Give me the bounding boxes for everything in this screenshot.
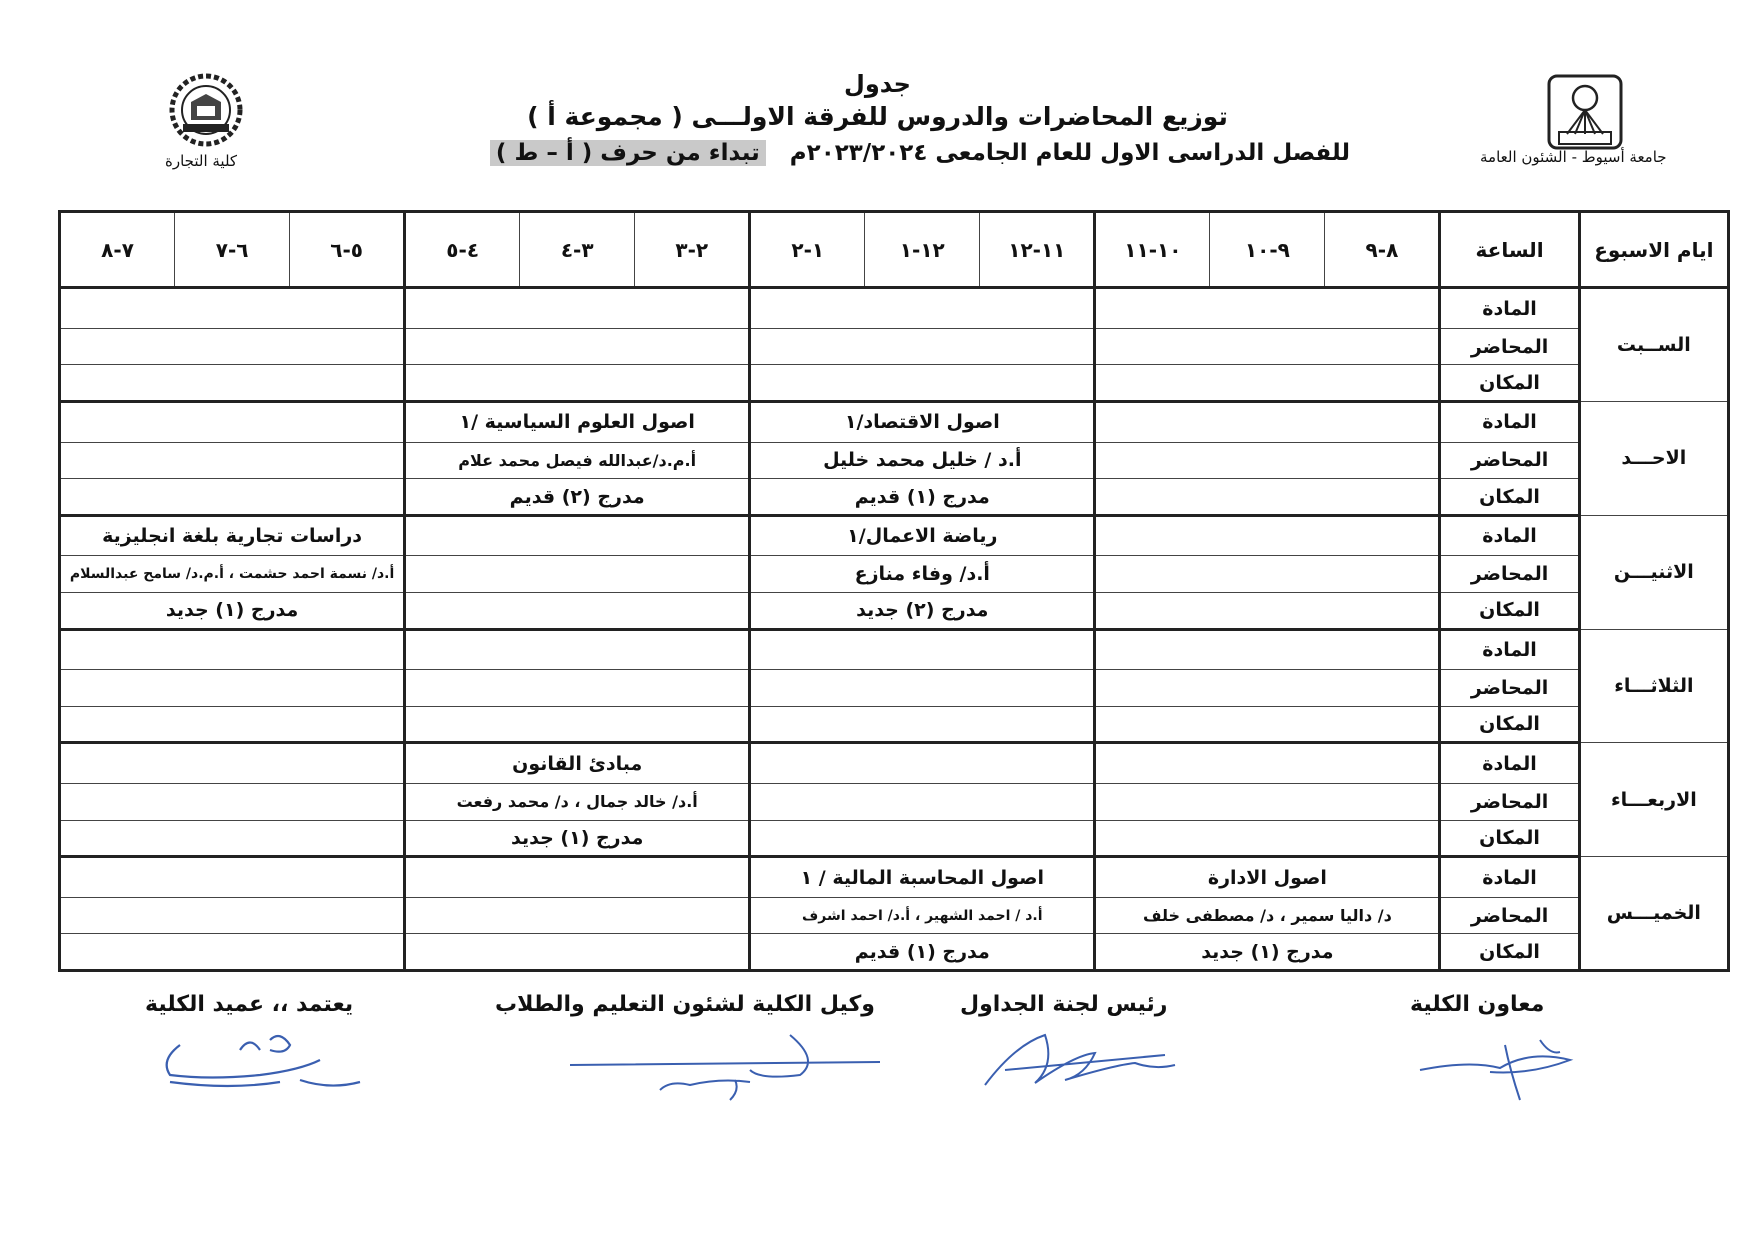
slot-subject: اصول الاقتصاد/١ — [750, 402, 1095, 443]
slot-lecturer — [405, 897, 750, 934]
time-slot: ٩-١٠ — [1210, 212, 1325, 288]
slot-subject — [1095, 515, 1440, 556]
slot-lecturer — [405, 670, 750, 707]
slot-subject — [60, 857, 405, 898]
row-label-lecturer: المحاضر — [1440, 670, 1579, 707]
slot-place — [60, 479, 405, 516]
row-label-subject: المادة — [1440, 743, 1579, 784]
day-row-subject — [60, 515, 1729, 556]
row-label-place: المكان — [1440, 706, 1579, 743]
vice-dean-signature-label: وكيل الكلية لشئون التعليم والطلاب — [495, 992, 875, 1017]
slot-lecturer — [405, 556, 750, 593]
day-row-place — [60, 820, 1729, 857]
slot-subject — [1095, 402, 1440, 443]
letters-range-highlight: تبداء من حرف ( أ – ط ) — [490, 140, 766, 166]
slot-subject — [1095, 629, 1440, 670]
slot-place — [1095, 479, 1440, 516]
day-row-place — [60, 706, 1729, 743]
row-label-subject: المادة — [1440, 515, 1579, 556]
slot-lecturer — [750, 328, 1095, 365]
day-row-subject — [60, 743, 1729, 784]
slot-lecturer — [1095, 784, 1440, 821]
day-name: الخميـــس — [1579, 857, 1728, 971]
slot-place — [1095, 593, 1440, 630]
slot-place — [405, 365, 750, 402]
slot-lecturer — [60, 784, 405, 821]
slot-subject — [405, 288, 750, 329]
day-name: الاربعـــاء — [1579, 743, 1728, 857]
hour-header: الساعة — [1440, 212, 1579, 288]
day-row-subject — [60, 629, 1729, 670]
slot-place: مدرج (١) جديد — [60, 593, 405, 630]
slot-lecturer — [1095, 556, 1440, 593]
slot-lecturer — [1095, 670, 1440, 707]
time-slot: ١٢-١ — [865, 212, 980, 288]
row-label-place: المكان — [1440, 593, 1579, 630]
time-slot: ١٠-١١ — [1095, 212, 1210, 288]
doc-subtitle: توزيع المحاضرات والدروس للفرقة الاولـــى ( مجموعة أ ) — [527, 102, 1228, 131]
row-label-lecturer: المحاضر — [1440, 556, 1579, 593]
day-name: الاثنيـــن — [1579, 515, 1728, 629]
day-row-lecturer — [60, 784, 1729, 821]
faculty-caption: كلية التجارة — [165, 152, 238, 170]
time-slot: ٧-٨ — [60, 212, 175, 288]
day-name: الثلاثـــاء — [1579, 629, 1728, 743]
day-rows — [60, 288, 1729, 971]
slot-lecturer: أ.د / خليل محمد خليل — [750, 442, 1095, 479]
slot-place — [750, 365, 1095, 402]
day-name: الاحـــد — [1579, 402, 1728, 516]
slot-place: مدرج (٢) جديد — [750, 593, 1095, 630]
slot-subject — [60, 402, 405, 443]
day-row-subject — [60, 402, 1729, 443]
slot-lecturer — [60, 328, 405, 365]
university-logo-icon — [1545, 72, 1625, 152]
schedule-table — [58, 210, 1730, 972]
slot-subject — [1095, 288, 1440, 329]
slot-place — [60, 934, 405, 971]
day-row-lecturer — [60, 670, 1729, 707]
slot-subject — [405, 629, 750, 670]
slot-lecturer: أ.د/ نسمة احمد حشمت ، أ.م.د/ سامح عبدالسلام — [60, 556, 405, 593]
row-label-lecturer: المحاضر — [1440, 442, 1579, 479]
slot-subject — [60, 629, 405, 670]
slot-lecturer — [60, 897, 405, 934]
slot-subject — [405, 857, 750, 898]
time-slot: ٣-٤ — [520, 212, 635, 288]
row-label-place: المكان — [1440, 820, 1579, 857]
header-row — [60, 212, 1729, 288]
doc-title: جدول — [844, 70, 911, 98]
day-row-lecturer — [60, 328, 1729, 365]
semester-text: للفصل الدراسى الاول للعام الجامعى ٢٠٢٣/٢٠٢٤م — [789, 140, 1350, 166]
row-label-lecturer: المحاضر — [1440, 784, 1579, 821]
slot-place — [1095, 706, 1440, 743]
slot-subject — [405, 515, 750, 556]
slot-subject: مبادئ القانون — [405, 743, 750, 784]
university-caption: جامعة أسيوط - الشئون العامة — [1480, 148, 1667, 166]
slot-lecturer: أ.د/ وفاء منازع — [750, 556, 1095, 593]
day-row-place — [60, 593, 1729, 630]
slot-lecturer: أ.د / احمد الشهير ، أ.د/ احمد اشرف — [750, 897, 1095, 934]
time-slot: ١-٢ — [750, 212, 865, 288]
slot-place: مدرج (١) قديم — [750, 479, 1095, 516]
slot-lecturer: أ.م.د/عبدالله فيصل محمد علام — [405, 442, 750, 479]
slot-subject: رياضة الاعمال/١ — [750, 515, 1095, 556]
slot-place — [1095, 365, 1440, 402]
vice-dean-signature-scribble — [560, 1030, 880, 1110]
slot-place — [750, 820, 1095, 857]
slot-subject — [750, 288, 1095, 329]
slot-place — [1095, 820, 1440, 857]
row-label-subject: المادة — [1440, 629, 1579, 670]
day-row-subject — [60, 857, 1729, 898]
row-label-subject: المادة — [1440, 288, 1579, 329]
slot-subject: اصول المحاسبة المالية / ١ — [750, 857, 1095, 898]
slot-lecturer — [750, 670, 1095, 707]
slot-place — [405, 593, 750, 630]
slot-place: مدرج (١) قديم — [750, 934, 1095, 971]
row-label-place: المكان — [1440, 479, 1579, 516]
committee-head-signature-scribble — [975, 1025, 1195, 1095]
slot-place: مدرج (٢) قديم — [405, 479, 750, 516]
slot-lecturer — [405, 328, 750, 365]
dean-signature-label: يعتمد ،، عميد الكلية — [145, 992, 354, 1017]
slot-lecturer — [60, 442, 405, 479]
day-row-place — [60, 479, 1729, 516]
slot-subject — [60, 743, 405, 784]
day-row-lecturer — [60, 442, 1729, 479]
slot-subject: اصول العلوم السياسية /١ — [405, 402, 750, 443]
slot-lecturer: د/ داليا سمير ، د/ مصطفى خلف — [1095, 897, 1440, 934]
assistant-signature-scribble — [1410, 1030, 1600, 1110]
slot-lecturer — [1095, 442, 1440, 479]
slot-place — [60, 706, 405, 743]
time-slot: ٤-٥ — [405, 212, 520, 288]
slot-place — [60, 820, 405, 857]
day-row-place — [60, 365, 1729, 402]
slot-subject — [1095, 743, 1440, 784]
dean-signature-scribble — [150, 1020, 370, 1100]
day-row-lecturer — [60, 556, 1729, 593]
slot-subject: دراسات تجارية بلغة انجليزية — [60, 515, 405, 556]
slot-subject — [60, 288, 405, 329]
slot-subject: اصول الادارة — [1095, 857, 1440, 898]
slot-place — [405, 706, 750, 743]
slot-lecturer — [1095, 328, 1440, 365]
slot-lecturer: أ.د/ خالد جمال ، د/ محمد رفعت — [405, 784, 750, 821]
weekdays-header: ايام الاسبوع — [1579, 212, 1728, 288]
row-label-subject: المادة — [1440, 402, 1579, 443]
day-row-place — [60, 934, 1729, 971]
faculty-logo-icon — [163, 72, 249, 152]
doc-semester-line — [470, 140, 1350, 166]
day-name: الســبت — [1579, 288, 1728, 402]
time-slot: ١١-١٢ — [980, 212, 1095, 288]
row-label-lecturer: المحاضر — [1440, 897, 1579, 934]
committee-head-signature-label: رئيس لجنة الجداول — [960, 992, 1168, 1017]
assistant-signature-label: معاون الكلية — [1410, 992, 1545, 1017]
time-slot: ٢-٣ — [635, 212, 750, 288]
day-row-subject — [60, 288, 1729, 329]
row-label-place: المكان — [1440, 934, 1579, 971]
row-label-lecturer: المحاضر — [1440, 328, 1579, 365]
slot-subject — [750, 629, 1095, 670]
time-slot: ٥-٦ — [290, 212, 405, 288]
row-label-place: المكان — [1440, 365, 1579, 402]
slot-place: مدرج (١) جديد — [405, 820, 750, 857]
slot-subject — [750, 743, 1095, 784]
row-label-subject: المادة — [1440, 857, 1579, 898]
slot-place: مدرج (١) جديد — [1095, 934, 1440, 971]
slot-lecturer — [60, 670, 405, 707]
slot-place — [60, 365, 405, 402]
slot-place — [750, 706, 1095, 743]
time-slot: ٦-٧ — [175, 212, 290, 288]
time-slot: ٨-٩ — [1325, 212, 1440, 288]
day-row-lecturer — [60, 897, 1729, 934]
slot-place — [405, 934, 750, 971]
slot-lecturer — [750, 784, 1095, 821]
